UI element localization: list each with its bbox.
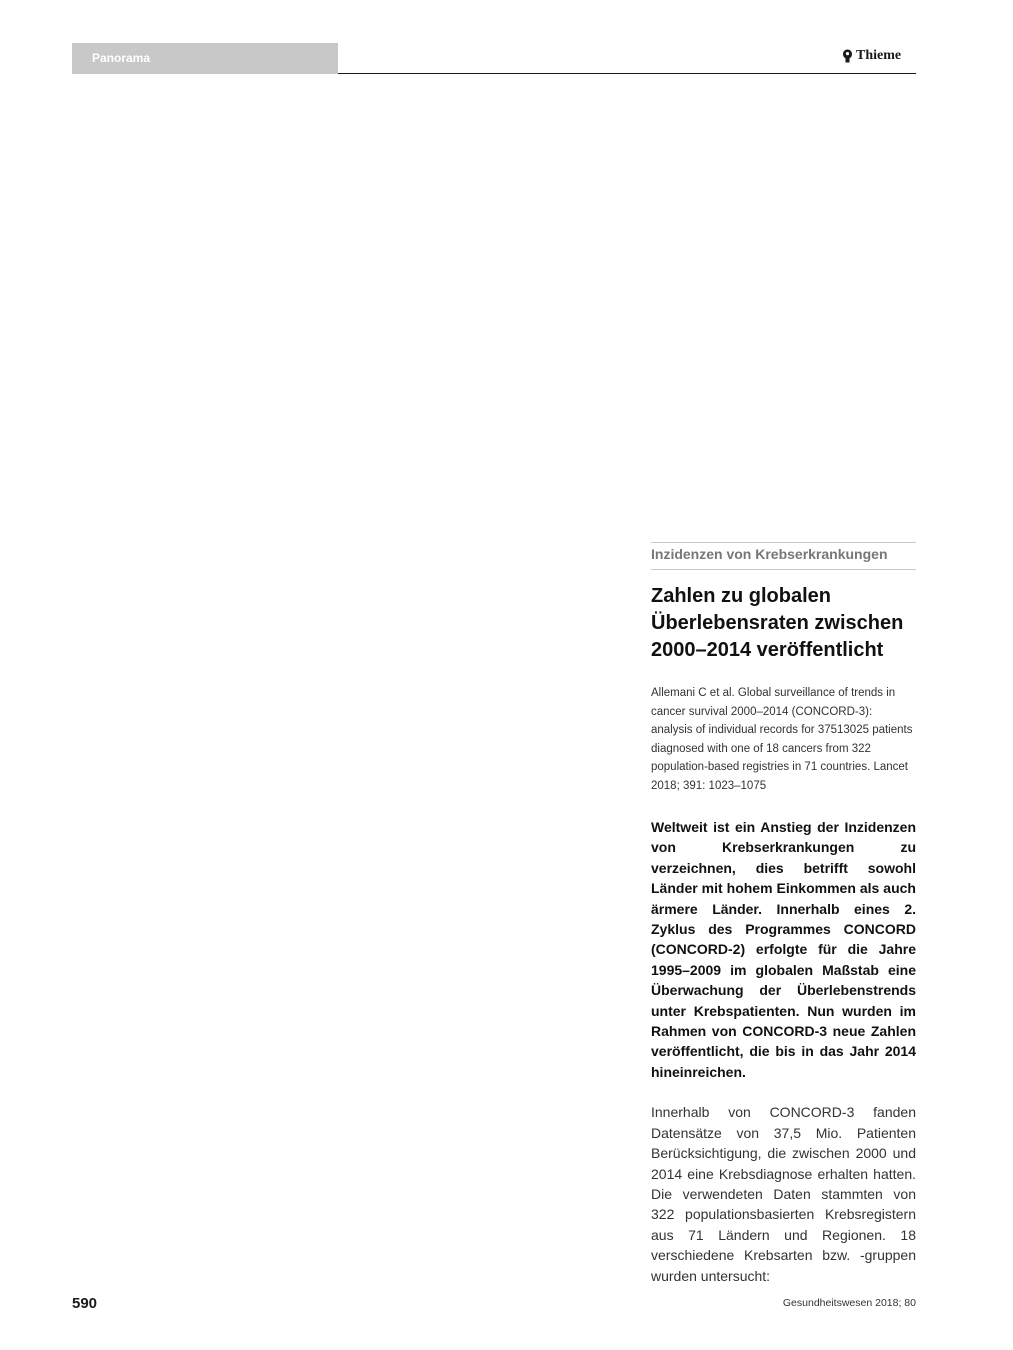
article [651,542,916,1286]
publisher-name: Thieme [856,48,902,63]
page-number: 590 [72,1295,98,1312]
article-body: Innerhalb von CONCORD-3 fanden Datensätze von 37,5 Mio. Patienten Berücksichtigung, die zwischen 2000 und 2014 eine Krebsdiagnose erhalten hatten. Die verwendeten Daten stammten von 322 populationsbasierten Krebsregistern aus 71 Ländern und Regionen. 18 verschiedene Krebsarten bzw. -gruppen wurden untersucht: [651,1104,916,1284]
section-label: Panorama [92,51,151,65]
article-lead: Weltweit ist ein Anstieg der Inzidenzen von Krebserkrankungen zu verzeichnen, dies betrifft sowohl Länder mit hohem Einkommen als auch ärmere Länder. Innerhalb eines 2. Zyklus des Programmes CONCORD (CONCORD-2) erfolgte für die Jahre 1995–2009 im globalen Maßstab eine Überwachung der Überlebenstrends unter Krebspatienten. Nun wurden im Rahmen von CONCORD-3 neue Zahlen veröffentlicht, die bis in das Jahr 2014 hineinreichen. [651,819,916,1080]
article-category: Inzidenzen von Krebserkrankungen [651,542,916,570]
section-header-bar [72,43,338,74]
article-title: Zahlen zu globalen Überlebensraten zwischen 2000–2014 veröffentlicht [651,585,904,661]
article-citation: Allemani C et al. Global surveillance of trends in cancer survival 2000–2014 (CONCORD-3): analysis of individual records for 37513025 patients diagnosed with one of 18 cancers from 322 population-based registries in 71 countries. Lancet 2018; 391: 1023–1075 [651,687,913,792]
thieme-logo-icon [842,49,853,63]
journal-reference: Gesundheitswesen 2018; 80 [782,1297,916,1309]
publisher-brand [842,48,901,64]
header-rule [338,73,916,74]
